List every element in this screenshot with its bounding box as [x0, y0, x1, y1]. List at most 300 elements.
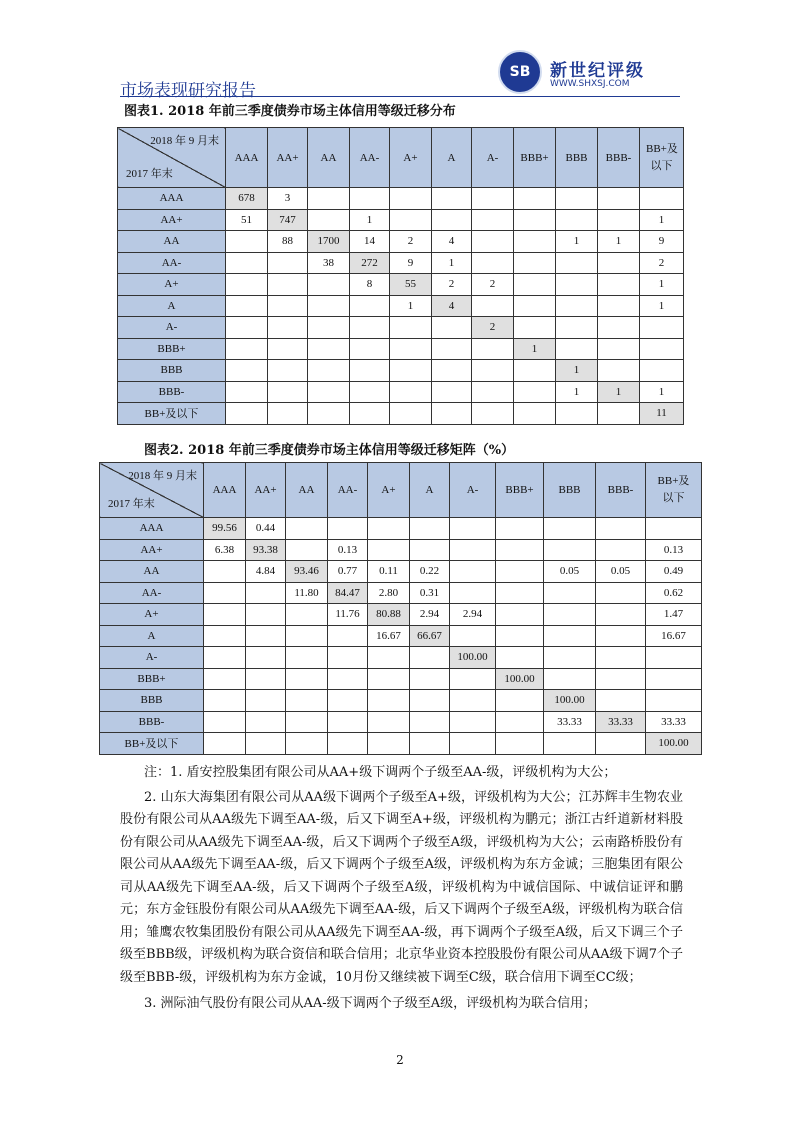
- table-cell: 4.84: [246, 561, 286, 583]
- table-cell: 2: [432, 274, 472, 296]
- table-cell: 11.76: [328, 604, 368, 626]
- table-cell: [556, 295, 598, 317]
- table-cell: [450, 733, 496, 755]
- table-cell: [432, 209, 472, 231]
- table-cell: [390, 381, 432, 403]
- table-cell: 1: [432, 252, 472, 274]
- table-cell: [286, 733, 328, 755]
- table-cell: 747: [268, 209, 308, 231]
- table-cell: [598, 338, 640, 360]
- table-cell: 1: [640, 274, 684, 296]
- table-cell: [598, 274, 640, 296]
- table-cell: [368, 711, 410, 733]
- table-cell: [226, 360, 268, 382]
- table-cell: [496, 518, 544, 540]
- table-cell: [432, 403, 472, 425]
- table-cell: [286, 625, 328, 647]
- table-cell: [410, 690, 450, 712]
- table-cell: [268, 360, 308, 382]
- table-row: [100, 711, 702, 733]
- table-cell: [226, 317, 268, 339]
- table-cell: 0.44: [246, 518, 286, 540]
- row-header: A: [100, 625, 204, 647]
- table-cell: [514, 188, 556, 210]
- table-cell: [496, 604, 544, 626]
- table-cell: [556, 188, 598, 210]
- table-row: [100, 690, 702, 712]
- table-cell: [472, 252, 514, 274]
- table-cell: 4: [432, 295, 472, 317]
- table-cell: [286, 604, 328, 626]
- table-cell: [432, 360, 472, 382]
- table-cell: [390, 209, 432, 231]
- table-cell: [556, 209, 598, 231]
- table-cell: 100.00: [496, 668, 544, 690]
- corner-row-axis-label: 2017 年末: [126, 168, 173, 180]
- table-cell: [496, 711, 544, 733]
- table-cell: [598, 252, 640, 274]
- table-cell: 1: [514, 338, 556, 360]
- table-cell: [204, 561, 246, 583]
- table-cell: [308, 209, 350, 231]
- column-header: BBB+: [514, 128, 556, 188]
- table-row: [118, 252, 684, 274]
- table-row: [100, 518, 702, 540]
- table-cell: [598, 317, 640, 339]
- table-cell: 11: [640, 403, 684, 425]
- table-cell: 100.00: [646, 733, 702, 755]
- table-cell: [226, 295, 268, 317]
- logo-company-name: 新世纪评级: [550, 61, 645, 81]
- table-row: [118, 295, 684, 317]
- row-header: A-: [100, 647, 204, 669]
- table-cell: [204, 582, 246, 604]
- table-cell: 1: [556, 231, 598, 253]
- table-cell: 1: [556, 381, 598, 403]
- table-cell: [390, 188, 432, 210]
- table-cell: [496, 625, 544, 647]
- table-cell: 0.49: [646, 561, 702, 583]
- report-title: 市场表现研究报告: [120, 81, 256, 101]
- page-number: 2: [396, 1053, 404, 1067]
- table-cell: 16.67: [368, 625, 410, 647]
- table-cell: 0.31: [410, 582, 450, 604]
- table-cell: 33.33: [544, 711, 596, 733]
- table-cell: [514, 295, 556, 317]
- column-header: A-: [472, 128, 514, 188]
- table-cell: 1: [640, 381, 684, 403]
- table-cell: [556, 252, 598, 274]
- row-header: BBB+: [118, 338, 226, 360]
- row-header: AA-: [118, 252, 226, 274]
- table-cell: [646, 668, 702, 690]
- corner-row-axis-label: 2017 年末: [108, 498, 155, 510]
- table-cell: [432, 317, 472, 339]
- table-cell: [350, 381, 390, 403]
- column-header: A+: [390, 128, 432, 188]
- column-header: AAA: [226, 128, 268, 188]
- table-cell: [640, 338, 684, 360]
- table-cell: 0.11: [368, 561, 410, 583]
- table-row: [118, 274, 684, 296]
- table-cell: 0.62: [646, 582, 702, 604]
- table-cell: [204, 711, 246, 733]
- table-cell: [544, 647, 596, 669]
- table-cell: [544, 539, 596, 561]
- table-cell: [596, 625, 646, 647]
- table-cell: 2.94: [450, 604, 496, 626]
- row-header: AAA: [100, 518, 204, 540]
- table-cell: 1: [556, 360, 598, 382]
- table-cell: [410, 668, 450, 690]
- page-header: [120, 50, 680, 101]
- table-cell: 0.22: [410, 561, 450, 583]
- table-cell: 2.80: [368, 582, 410, 604]
- table-cell: 16.67: [646, 625, 702, 647]
- table-cell: [246, 604, 286, 626]
- row-header: A+: [100, 604, 204, 626]
- table-cell: [596, 518, 646, 540]
- table-cell: 678: [226, 188, 268, 210]
- table-cell: 2: [472, 274, 514, 296]
- table-cell: [450, 690, 496, 712]
- table-row: [118, 209, 684, 231]
- table-cell: [226, 252, 268, 274]
- table-cell: [286, 711, 328, 733]
- column-header: AA-: [328, 463, 368, 518]
- company-logo: [480, 50, 680, 94]
- table-cell: [472, 338, 514, 360]
- table-cell: [596, 582, 646, 604]
- table-cell: [390, 338, 432, 360]
- table-cell: [226, 274, 268, 296]
- table-cell: 0.77: [328, 561, 368, 583]
- table-cell: [390, 403, 432, 425]
- table-cell: 1: [390, 295, 432, 317]
- table-cell: [514, 381, 556, 403]
- table-row: [100, 668, 702, 690]
- table-cell: [640, 188, 684, 210]
- table-cell: [514, 274, 556, 296]
- table-cell: [472, 403, 514, 425]
- table-cell: 1: [598, 381, 640, 403]
- table-cell: [496, 561, 544, 583]
- table-cell: [246, 711, 286, 733]
- header-divider: [120, 96, 680, 97]
- row-header: BBB: [118, 360, 226, 382]
- table-cell: [596, 647, 646, 669]
- table-cell: [598, 360, 640, 382]
- table-cell: [472, 231, 514, 253]
- table-cell: [204, 668, 246, 690]
- table-cell: [268, 317, 308, 339]
- table-cell: [514, 360, 556, 382]
- table-cell: [328, 518, 368, 540]
- table-row: [100, 539, 702, 561]
- table-cell: 1: [350, 209, 390, 231]
- table-cell: 84.47: [328, 582, 368, 604]
- column-header: AA: [286, 463, 328, 518]
- corner-header: [118, 128, 226, 188]
- column-header: BB+及以下: [640, 128, 684, 188]
- table-cell: 100.00: [450, 647, 496, 669]
- column-header: AA+: [246, 463, 286, 518]
- table-cell: [640, 317, 684, 339]
- table-cell: [514, 209, 556, 231]
- corner-header: [100, 463, 204, 518]
- column-header: A-: [450, 463, 496, 518]
- table-cell: [350, 188, 390, 210]
- column-header: BBB-: [598, 128, 640, 188]
- table-cell: 11.80: [286, 582, 328, 604]
- table-cell: [246, 647, 286, 669]
- figure2-title: 图表2. 2018 年前三季度债券市场主体信用等级迁移矩阵（%）: [144, 443, 515, 458]
- column-header: AA+: [268, 128, 308, 188]
- table-cell: [328, 625, 368, 647]
- table-cell: 100.00: [544, 690, 596, 712]
- table-row: [100, 561, 702, 583]
- table-cell: [390, 317, 432, 339]
- table-row: [100, 625, 702, 647]
- table-cell: [432, 381, 472, 403]
- table-cell: [268, 295, 308, 317]
- table-cell: [308, 360, 350, 382]
- table-cell: [544, 668, 596, 690]
- note-2: 2. 山东大海集团有限公司从AA级下调两个子级至A+级，评级机构为大公；江苏辉丰生物农业股份有限公司从AA级先下调至AA-级，后又下调至A+级，评级机构为鹏元；浙江古纤道新材料股份有限公司从AA级先下调至AA-级，后又下调两个子级至A级，评级机构为大公；云南路桥股份有限公司从AA级先下调至AA-级，后又下调两个子级至A级，评级机构为东方金诚；三胞集团有限公司从AA级先下调至AA-级，后又下调两个子级至A级，评级机构为中诚信国际、中诚信证评和鹏元；东方金钰股份有限公司从AA级先下调至AA-级，后又下调两个子级至A级，评级机构为联合信用；雏鹰农牧集团股份有限公司从AA级先下调至AA-级，再下调两个子级至A级，后又下调三个子级至BBB级，评级机构为联合资信和联合信用；北京华业资本控股股份有限公司从AA级下调7个子级至BBB-级，评级机构为东方金诚，10月份又继续被下调至C级，联合信用下调至CC级；: [120, 789, 683, 985]
- table-cell: [368, 690, 410, 712]
- table-cell: 0.05: [544, 561, 596, 583]
- table-row: [118, 231, 684, 253]
- row-header: AA+: [118, 209, 226, 231]
- table-cell: [328, 711, 368, 733]
- table-cell: [496, 539, 544, 561]
- table-cell: [410, 647, 450, 669]
- table-cell: [544, 604, 596, 626]
- table-cell: [268, 252, 308, 274]
- table-cell: [640, 360, 684, 382]
- table-cell: [544, 625, 596, 647]
- table-cell: [472, 360, 514, 382]
- table-cell: [472, 295, 514, 317]
- table-cell: 6.38: [204, 539, 246, 561]
- table-row: [100, 733, 702, 755]
- table-cell: [328, 647, 368, 669]
- table-cell: [410, 711, 450, 733]
- table-cell: [556, 317, 598, 339]
- table-cell: [368, 539, 410, 561]
- table-cell: [286, 518, 328, 540]
- table-cell: 8: [350, 274, 390, 296]
- note-3: 3. 洲际油气股份有限公司从AA-级下调两个子级至A级，评级机构为联合信用；: [144, 996, 597, 1011]
- table-row: [100, 647, 702, 669]
- column-header: BBB+: [496, 463, 544, 518]
- table-cell: [308, 403, 350, 425]
- table-cell: [308, 338, 350, 360]
- table-cell: [308, 188, 350, 210]
- table-cell: [544, 733, 596, 755]
- row-header: BBB-: [118, 381, 226, 403]
- table-cell: [432, 338, 472, 360]
- row-header: A: [118, 295, 226, 317]
- table-cell: [350, 295, 390, 317]
- table-cell: [268, 338, 308, 360]
- table-cell: [350, 317, 390, 339]
- row-header: BB+及以下: [100, 733, 204, 755]
- table-cell: 2: [472, 317, 514, 339]
- table-cell: [204, 647, 246, 669]
- table-cell: [308, 295, 350, 317]
- table-cell: 1: [598, 231, 640, 253]
- column-header: A: [410, 463, 450, 518]
- table-cell: [368, 647, 410, 669]
- table-cell: [286, 668, 328, 690]
- table-cell: [390, 360, 432, 382]
- table-cell: [204, 625, 246, 647]
- table-cell: [410, 539, 450, 561]
- table-cell: 0.13: [328, 539, 368, 561]
- table-cell: [368, 518, 410, 540]
- table-cell: [432, 188, 472, 210]
- table-row: [118, 403, 684, 425]
- table-cell: [514, 403, 556, 425]
- row-header: AA: [100, 561, 204, 583]
- column-header: AA: [308, 128, 350, 188]
- table-row: [100, 582, 702, 604]
- row-header: BB+及以下: [118, 403, 226, 425]
- table-cell: [350, 403, 390, 425]
- column-header: BBB: [544, 463, 596, 518]
- table-cell: [328, 668, 368, 690]
- table-cell: [450, 582, 496, 604]
- row-header: AA: [118, 231, 226, 253]
- table-cell: [646, 647, 702, 669]
- table-cell: [204, 604, 246, 626]
- table-cell: 1700: [308, 231, 350, 253]
- table-cell: 33.33: [646, 711, 702, 733]
- table-cell: 93.38: [246, 539, 286, 561]
- table-cell: [472, 209, 514, 231]
- table-cell: 55: [390, 274, 432, 296]
- table-cell: [450, 711, 496, 733]
- table-cell: [286, 539, 328, 561]
- row-header: BBB-: [100, 711, 204, 733]
- row-header: AAA: [118, 188, 226, 210]
- migration-matrix-table: [99, 462, 702, 755]
- table-cell: [646, 690, 702, 712]
- table-cell: 0.05: [596, 561, 646, 583]
- table-cell: [514, 317, 556, 339]
- column-header: A: [432, 128, 472, 188]
- table-cell: 0.13: [646, 539, 702, 561]
- table-cell: [286, 647, 328, 669]
- table-cell: [410, 733, 450, 755]
- table-cell: [598, 403, 640, 425]
- table-cell: 93.46: [286, 561, 328, 583]
- table-cell: 51: [226, 209, 268, 231]
- note-1: 注：1. 盾安控股集团有限公司从AA+级下调两个子级至AA-级，评级机构为大公；: [144, 765, 617, 780]
- corner-column-axis-label: 2018 年 9 月末: [128, 470, 197, 482]
- row-header: BBB: [100, 690, 204, 712]
- table-cell: 1: [640, 295, 684, 317]
- table-cell: [472, 188, 514, 210]
- table-cell: 2.94: [410, 604, 450, 626]
- table-cell: [246, 733, 286, 755]
- logo-emblem-icon: SB: [498, 50, 542, 94]
- row-header: AA-: [100, 582, 204, 604]
- table-cell: [368, 733, 410, 755]
- table-cell: 1: [640, 209, 684, 231]
- table-cell: [226, 381, 268, 403]
- row-header: A+: [118, 274, 226, 296]
- table-cell: [514, 252, 556, 274]
- table-cell: [598, 188, 640, 210]
- table-cell: [328, 690, 368, 712]
- table-cell: [450, 539, 496, 561]
- table-cell: 38: [308, 252, 350, 274]
- table-cell: [268, 274, 308, 296]
- table-cell: [246, 582, 286, 604]
- table-cell: [368, 668, 410, 690]
- table-cell: 14: [350, 231, 390, 253]
- table-cell: 2: [640, 252, 684, 274]
- table-cell: [268, 381, 308, 403]
- table-cell: [596, 539, 646, 561]
- table-cell: [450, 668, 496, 690]
- table-cell: 88: [268, 231, 308, 253]
- row-header: BBB+: [100, 668, 204, 690]
- table-row: [100, 604, 702, 626]
- table-cell: [226, 338, 268, 360]
- table-cell: [596, 604, 646, 626]
- column-header: BBB: [556, 128, 598, 188]
- table-cell: 2: [390, 231, 432, 253]
- table-cell: [496, 690, 544, 712]
- column-header: BBB-: [596, 463, 646, 518]
- table-cell: [556, 274, 598, 296]
- corner-column-axis-label: 2018 年 9 月末: [150, 135, 219, 147]
- table-cell: [556, 338, 598, 360]
- table-cell: 9: [640, 231, 684, 253]
- table-cell: [556, 403, 598, 425]
- table-cell: [308, 381, 350, 403]
- table-cell: [410, 518, 450, 540]
- column-header: A+: [368, 463, 410, 518]
- row-header: AA+: [100, 539, 204, 561]
- table-cell: [544, 582, 596, 604]
- table-cell: [204, 690, 246, 712]
- table-cell: [246, 625, 286, 647]
- notes-section: [120, 762, 683, 1016]
- table-cell: [246, 690, 286, 712]
- table-cell: [450, 625, 496, 647]
- table-row: [118, 338, 684, 360]
- table-cell: [598, 209, 640, 231]
- table-cell: [496, 733, 544, 755]
- row-header: A-: [118, 317, 226, 339]
- table-cell: [472, 381, 514, 403]
- table-cell: 99.56: [204, 518, 246, 540]
- table-cell: [496, 647, 544, 669]
- logo-website: WWW.SHXSJ.COM: [550, 79, 630, 89]
- table-cell: [596, 733, 646, 755]
- table-cell: [646, 518, 702, 540]
- column-header: AA-: [350, 128, 390, 188]
- table-cell: [226, 403, 268, 425]
- table-row: [118, 360, 684, 382]
- table-cell: 66.67: [410, 625, 450, 647]
- table-cell: [596, 668, 646, 690]
- table-cell: 4: [432, 231, 472, 253]
